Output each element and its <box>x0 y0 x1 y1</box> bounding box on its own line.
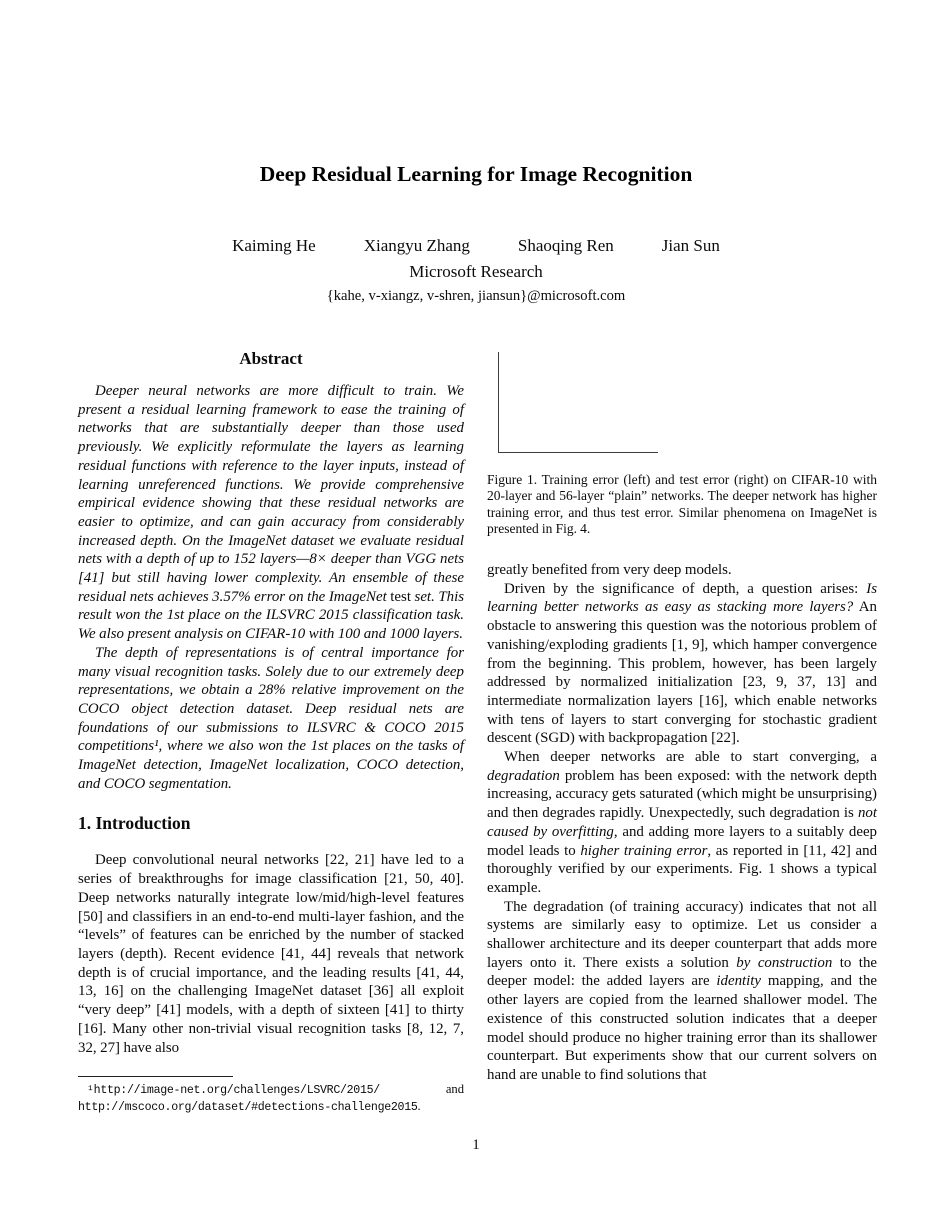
figure1-x-axis-line <box>498 452 658 453</box>
footnote <box>78 1076 464 1116</box>
figure1-y-axis-line <box>498 352 499 453</box>
footnote-period: . <box>417 1098 421 1113</box>
body-paragraph: When deeper networks are able to start converging, a degradation problem has been exposed: with the network depth increasing, accuracy gets saturated (which might be unsurprising) and then degrades rapidly. Unexpectedly, such degradation is not caused by overfitting, and adding more layers to a suitably deep model leads to higher training error, as reported in [11, 42] and thoroughly verified by our experiments. Fig. 1 shows a typical example. <box>487 749 878 896</box>
author-emails: {kahe, v-xiangz, v-shren, jiansun}@microsoft.com <box>326 288 626 304</box>
abstract-heading: Abstract <box>239 349 303 368</box>
footnote-url-2: http://mscoco.org/dataset/#detections-challenge2015 <box>78 1100 418 1114</box>
paper-title: Deep Residual Learning for Image Recognition <box>259 162 693 186</box>
figure1-caption: Figure 1. Training error (left) and test error (right) on CIFAR-10 with 20-layer and 56-layer “plain” networks. The deeper network has higher training error, and thus test error. Similar phenomena on ImageNet is presented in Fig. 4. <box>487 472 877 537</box>
right-column <box>487 561 877 1085</box>
body-paragraph-continuation: greatly benefited from very deep models. <box>487 562 732 578</box>
author-name: Jian Sun <box>661 236 720 255</box>
author-name: Xiangyu Zhang <box>363 236 470 255</box>
abstract-paragraph-2: The depth of representations is of central importance for many visual recognition tasks. Solely due to our extremely deep representations, we obtain a 28% relative improvement on the COCO object detection dataset. Deep residual nets are foundations of our submissions to ILSVRC & COCO 2015 competitions¹, where we also won the 1st places on the tasks of ImageNet detection, ImageNet localization, COCO detection, and COCO segmentation. <box>78 644 464 792</box>
page-number: 1 <box>472 1137 480 1153</box>
footnote-and-text: and <box>445 1082 464 1096</box>
abstract-paragraph-1: Deeper neural networks are more difficult to train. We present a residual learning framework to ease the training of networks that are substantially deeper than those used previously. We explicitly reformulate the layers as learning residual functions with reference to the layer inputs, instead of learning unreferenced functions. We provide comprehensive empirical evidence showing that these residual networks are easier to optimize, and can gain accuracy from considerably increased depth. On the ImageNet dataset we evaluate residual nets with a depth of up to 152 layers—8× deeper than VGG nets [41] but still having lower complexity. An ensemble of these residual nets achieves 3.57% error on the ImageNet test set. This result won the 1st place on the ILSVRC 2015 classification task. We also present analysis on CIFAR-10 with 100 and 1000 layers. <box>78 383 465 643</box>
body-paragraph: Driven by the significance of depth, a question arises: Is learning better networks as easy as stacking more layers? An obstacle to answering this question was the notorious problem of vanishing/exploding gradients [1, 9], which hamper convergence from the beginning. This problem, however, has been largely addressed by normalized initialization [23, 9, 37, 13] and intermediate normalization layers [16], which enable networks with tens of layers to start converging for stochastic gradient descent (SGD) with backpropagation [22]. <box>487 580 877 747</box>
footnote-url-1: ¹http://image-net.org/challenges/LSVRC/2015/ <box>87 1084 380 1097</box>
left-column <box>78 349 464 1057</box>
footnote-line-1 <box>78 1082 464 1099</box>
author-name: Kaiming He <box>232 236 316 255</box>
introduction-paragraph-1: Deep convolutional neural networks [22, 21] have led to a series of breakthroughs for image classification [21, 50, 40]. Deep networks naturally integrate low/mid/high-level features [50] and classifiers in an end-to-end multi-layer fashion, and the “levels” of features can be enriched by the number of stacked layers (depth). Recent evidence [41, 44] reveals that network depth is of crucial importance, and the leading results [41, 44, 13, 16] on the challenging ImageNet dataset [36] all exploit “very deep” [41] models, with a depth of sixteen [41] to thirty [16]. Many other non-trivial visual recognition tasks [8, 12, 7, 32, 27] have also <box>78 852 464 1056</box>
authors-row <box>0 236 952 256</box>
affiliation: Microsoft Research <box>409 262 543 281</box>
section-heading-introduction: 1. Introduction <box>78 813 191 834</box>
footnote-rule <box>78 1076 233 1077</box>
author-name: Shaoqing Ren <box>517 236 614 255</box>
footnote-line-2 <box>78 1099 464 1116</box>
body-paragraph: The degradation (of training accuracy) indicates that not all systems are similarly easy to optimize. Let us consider a shallower architecture and its deeper counterpart that adds more layers onto it. There exists a solution by construction to the deeper model: the added layers are identity mapping, and the other layers are copied from the learned shallower model. The existence of this constructed solution indicates that a deeper model should produce no higher training error than its shallower counterpart. But experiments show that our current solvers on hand are unable to find solutions that <box>487 898 877 1083</box>
